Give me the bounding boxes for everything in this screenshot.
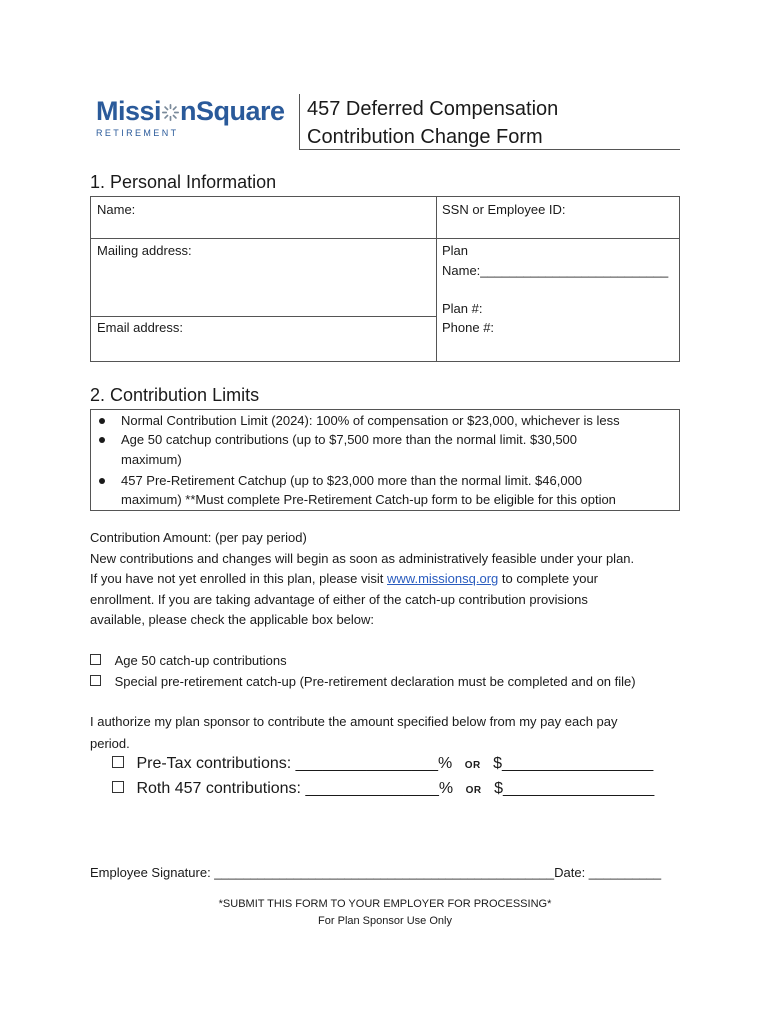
pretax-percent-field[interactable]: Pre-Tax contributions: ________________%: [136, 755, 453, 772]
bullet-icon: [99, 418, 105, 424]
form-title-line2: Contribution Change Form: [307, 126, 543, 148]
contribution-limits-heading: 2. Contribution Limits: [90, 385, 260, 405]
bullet-icon: [99, 437, 105, 443]
signature-row: [90, 863, 661, 884]
paragraph-line: New contributions and changes will begin as soon as administratively feasible under your plan.: [90, 551, 635, 566]
plan-number-field[interactable]: Plan #:: [442, 301, 483, 316]
paragraph-text: If you have not yet enrolled in this plan, please visit: [90, 571, 388, 586]
checkbox-row[interactable]: [90, 651, 287, 672]
or-separator: OR: [464, 760, 481, 771]
authorize-text: period.: [90, 736, 130, 751]
logo-wordmark: Missi nSquare: [96, 96, 285, 126]
bullet-icon: [99, 478, 105, 484]
roth-row[interactable]: [112, 780, 654, 798]
paragraph-line: [90, 569, 598, 590]
roth-dollar-field[interactable]: $_________________: [494, 780, 655, 797]
ssn-field[interactable]: SSN or Employee ID:: [442, 202, 566, 217]
roth-checkbox[interactable]: [112, 781, 124, 793]
table-divider: [90, 316, 437, 317]
or-separator: OR: [465, 785, 482, 796]
contribution-amount-label: Contribution Amount: (per pay period): [90, 530, 307, 545]
submit-note: *SUBMIT THIS FORM TO YOUR EMPLOYER FOR PROCESSING*: [218, 898, 552, 910]
pretax-row[interactable]: [112, 755, 653, 773]
preretirement-checkbox-label: Special pre-retirement catch-up (Pre-retirement declaration must be completed and on file): [114, 674, 636, 689]
sponsor-note: For Plan Sponsor Use Only: [318, 915, 452, 927]
header-divider-vertical: [299, 94, 300, 150]
age50-checkbox[interactable]: [90, 654, 101, 665]
name-field[interactable]: Name:: [97, 202, 136, 217]
pretax-dollar-field[interactable]: $_________________: [493, 755, 654, 772]
age50-checkbox-label: Age 50 catch-up contributions: [114, 653, 287, 668]
limit-item-age50-cont: maximum): [121, 452, 182, 467]
phone-field[interactable]: Phone #:: [442, 320, 495, 335]
paragraph-line: enrollment. If you are taking advantage of either of the catch-up contribution provisions: [90, 592, 588, 607]
logo-sunburst-icon: [162, 97, 179, 114]
personal-info-heading: 1. Personal Information: [90, 172, 277, 192]
plan-name-label-line1: Plan: [442, 243, 469, 258]
roth-percent-field[interactable]: Roth 457 contributions: _______________%: [136, 780, 454, 797]
limit-item-preretirement-cont: maximum) **Must complete Pre-Retirement Catch-up form to be eligible for this option: [121, 492, 616, 507]
paragraph-text: to complete your: [498, 571, 598, 586]
logo-subtitle: RETIREMENT: [96, 128, 179, 138]
date-field[interactable]: Date: __________: [554, 865, 662, 880]
missionsquare-logo: [96, 96, 296, 140]
checkbox-row[interactable]: [90, 672, 636, 693]
plan-name-field[interactable]: Name:__________________________: [442, 263, 669, 278]
table-divider: [90, 238, 680, 239]
form-title: [307, 95, 558, 151]
authorize-text: I authorize my plan sponsor to contribute the amount specified below from my pay each pay: [90, 714, 618, 729]
limit-item-preretirement: 457 Pre-Retirement Catchup (up to $23,000 more than the normal limit. $46,000: [121, 473, 583, 488]
table-divider: [436, 196, 437, 362]
paragraph-line: available, please check the applicable box below:: [90, 612, 375, 627]
limit-item-normal: Normal Contribution Limit (2024): 100% of compensation or $23,000, whichever is less: [121, 413, 620, 428]
preretirement-checkbox[interactable]: [90, 675, 101, 686]
form-title-line1: 457 Deferred Compensation: [307, 98, 559, 120]
missionsq-link[interactable]: www.missionsq.org: [387, 571, 499, 586]
pretax-checkbox[interactable]: [112, 756, 124, 768]
email-field[interactable]: Email address:: [97, 320, 183, 335]
signature-field[interactable]: Employee Signature: _______________________________________________: [90, 865, 555, 880]
limit-item-age50: Age 50 catchup contributions (up to $7,500 more than the normal limit. $30,500: [121, 432, 578, 447]
mailing-address-field[interactable]: Mailing address:: [97, 243, 192, 258]
